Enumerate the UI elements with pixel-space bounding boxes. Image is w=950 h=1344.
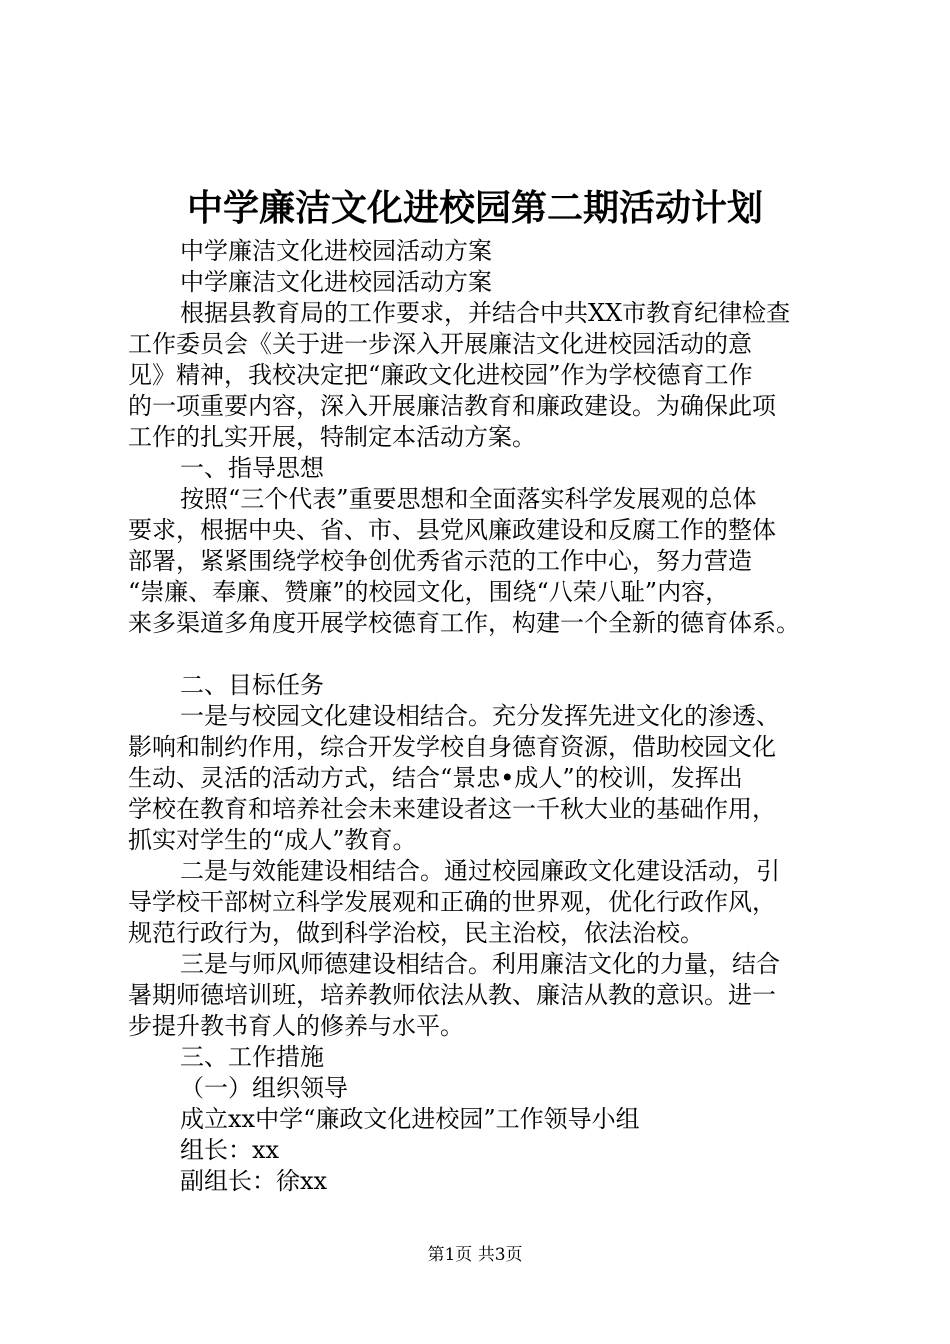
text-line: 见》精神，我校决定把“廉政文化进校园”作为学校德育工作 <box>128 361 753 389</box>
text-line: 生动、灵活的活动方式，结合“景忠•成人”的校训，发挥出 <box>128 764 743 792</box>
text-line: 中学廉洁文化进校园活动方案 <box>180 237 492 265</box>
text-line: 要求，根据中央、省、市、县党风廉政建设和反腐工作的整体 <box>128 516 776 544</box>
text-line: 抓实对学生的“成人”教育。 <box>128 826 417 854</box>
text-line: （一）组织领导 <box>180 1074 348 1102</box>
text-line: 导学校干部树立科学发展观和正确的世界观，优化行政作风， <box>128 888 776 916</box>
text-line: 的一项重要内容，深入开展廉洁教育和廉政建设。为确保此项 <box>128 392 776 420</box>
text-line: 副组长：徐xx <box>180 1167 328 1195</box>
text-line: 三、工作措施 <box>180 1043 324 1071</box>
text-line: 中学廉洁文化进校园活动方案 <box>180 268 492 296</box>
text-line: 学校在教育和培养社会未来建设者这一千秋大业的基础作用， <box>128 795 776 823</box>
text-line: 三是与师风师德建设相结合。利用廉洁文化的力量，结合 <box>180 950 780 978</box>
text-line: 规范行政行为，做到科学治校，民主治校，依法治校。 <box>128 919 704 947</box>
page-footer: 第1页 共3页 <box>427 1245 523 1265</box>
text-line: 组长：xx <box>180 1136 280 1164</box>
text-line: 步提升教书育人的修养与水平。 <box>128 1012 464 1040</box>
text-line: 工作委员会《关于进一步深入开展廉洁文化进校园活动的意 <box>128 330 752 358</box>
text-line: 来多渠道多角度开展学校德育工作，构建一个全新的德育体系。 <box>128 609 800 637</box>
text-line: “崇廉、奉廉、赞廉”的校园文化，围绕“八荣八耻”内容， <box>128 578 730 606</box>
text-line: 暑期师德培训班，培养教师依法从教、廉洁从教的意识。进一 <box>128 981 776 1009</box>
text-line: 影响和制约作用，综合开发学校自身德育资源，借助校园文化 <box>128 733 776 761</box>
text-line: 工作的扎实开展，特制定本活动方案。 <box>128 423 536 451</box>
text-line: 根据县教育局的工作要求，并结合中共XX市教育纪律检查 <box>180 299 791 327</box>
text-line: 部署，紧紧围绕学校争创优秀省示范的工作中心，努力营造 <box>128 547 752 575</box>
document-body <box>128 236 828 1197</box>
blank-line <box>128 639 828 670</box>
document-title: 中学廉洁文化进校园第二期活动计划 <box>186 187 763 229</box>
text-line: 二是与效能建设相结合。通过校园廉政文化建设活动，引 <box>180 857 780 885</box>
text-line: 一、指导思想 <box>180 454 324 482</box>
text-line: 一是与校园文化建设相结合。充分发挥先进文化的渗透、 <box>180 702 780 730</box>
text-line: 按照“三个代表”重要思想和全面落实科学发展观的总体 <box>180 485 757 513</box>
text-line: 二、目标任务 <box>180 671 324 699</box>
text-line: 成立xx中学“廉政文化进校园”工作领导小组 <box>180 1105 640 1133</box>
